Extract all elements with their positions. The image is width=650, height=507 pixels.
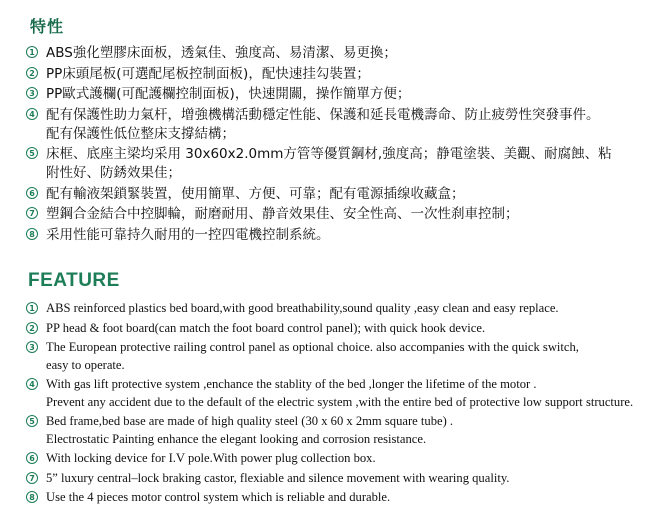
list-item [26,106,636,144]
list-item [26,185,636,204]
list-item [26,376,636,411]
list-item-line: ABS reinforced plastics bed board,with good breathability,sound quality ,easy clean and easy replace. [46,301,559,315]
list-bullet-number: 3 [26,341,38,353]
list-bullet-number: 4 [26,378,38,390]
list-bullet-number: 2 [26,322,38,334]
list-item-line: 采用性能可靠持久耐用的一控四電機控制系統。 [46,226,330,243]
list-item-line: The European protective railing control panel as optional choice. also accompanies with the quick switch, [46,340,579,354]
list-bullet-number: 2 [26,67,38,79]
list-bullet-number: 6 [26,452,38,464]
list-bullet-number: 4 [26,108,38,120]
list-item [26,413,636,448]
chinese-section-title: 特性 [30,19,65,36]
list-item [26,65,636,84]
list-item-line: With locking device for I.V pole.With power plug collection box. [46,451,376,465]
list-bullet-number: 6 [26,187,38,199]
list-bullet-number: 1 [26,46,38,58]
chinese-feature-list [26,44,636,245]
list-item-line: 配有保護性助力氣杆，增強機構活動穩定性能、保護和延長電機壽命、防止疲勞性突發事件。 [46,106,600,123]
english-section-title: FEATURE [28,270,120,291]
list-bullet-number: 7 [26,207,38,219]
list-bullet-number: 8 [26,228,38,240]
list-item [26,226,636,245]
list-item-line: 配有保護性低位整床支撐結構； [46,125,235,142]
list-item-line: PP head & foot board(can match the foot board control panel); with quick hook device. [46,320,486,335]
list-item [26,339,636,374]
list-item [26,450,636,468]
list-item-line: 配有輸液架鎖緊裝置，使用簡單、方便、可靠；配有電源插缐收藏盒； [46,185,465,202]
section-divider-space [26,246,636,270]
list-item [26,145,636,183]
list-item [26,205,636,224]
list-item-line: Bed frame,bed base are made of high quality steel (30 x 60 x 2mm square tube) . [46,414,454,428]
list-item [26,85,636,104]
list-item [26,489,636,507]
list-item [26,320,636,338]
list-item-line: PP歐式護欄(可配護欄控制面板)，快速開關，操作簡單方便； [46,86,411,102]
list-item-line: ABS強化塑膠床面板，透氣佳、強度高、易清潔、易更換； [46,45,397,61]
list-bullet-number: 1 [26,302,38,314]
list-item [26,300,636,318]
list-bullet-number: 5 [26,147,38,159]
list-item-line: 床框、底座主梁均采用 30x60x2.0mm方管等優質鋼材,強度高；静電塗裝、美觀、耐腐蝕、粘 [46,146,612,162]
list-item-line: Electrostatic Painting enhance the elegant looking and corrosion resistance. [46,431,427,446]
list-bullet-number: 7 [26,472,38,484]
list-item-line: Use the 4 pieces motor control system which is reliable and durable. [46,490,391,504]
list-item-line: 5” luxury central–lock braking castor, flexiable and silence movement with wearing quality. [46,470,510,485]
list-bullet-number: 5 [26,415,38,427]
list-item-line: With gas lift protective system ,enchance the stablity of the bed ,longer the lifetime of the motor . [46,377,537,391]
list-bullet-number: 8 [26,491,38,503]
list-item-line: Prevent any accident due to the default of the electric system ,with the entire bed of protective low support structure. [46,394,634,409]
list-item-line: PP床頭尾板(可選配尾板控制面板)，配快速挂勾裝置； [46,65,370,82]
list-item [26,44,636,63]
list-item-line: 附性好、防銹效果佳； [46,165,181,181]
list-item [26,470,636,488]
list-bullet-number: 3 [26,87,38,99]
english-feature-list [26,300,636,507]
list-item-line: 塑鋼合金結合中控脚輪，耐磨耐用、静音效果佳、安全性高、一次性刹車控制； [46,206,519,222]
list-item-line: easy to operate. [46,357,125,372]
